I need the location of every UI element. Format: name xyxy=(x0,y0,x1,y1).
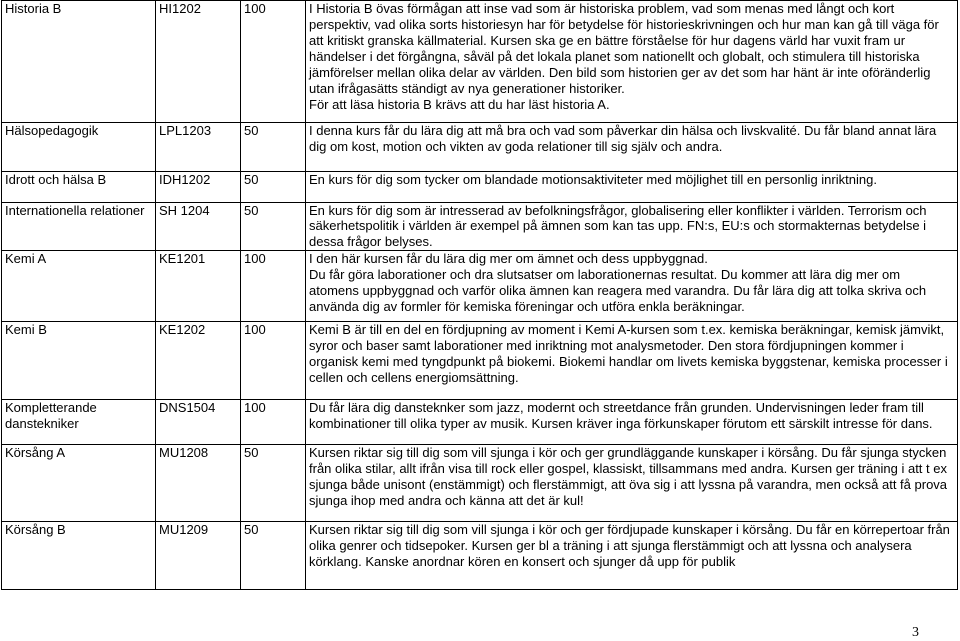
description-line: använda dig av formler för kemiska föreningar och utföra enkla beräkningar. xyxy=(309,299,745,314)
description-line: olika genrer och tidsepoker. Kursen ger bl a träning i att sjunga flerstämmigt och att lyssna och analysera xyxy=(309,538,912,553)
course-description xyxy=(305,172,957,202)
course-name: Idrott och hälsa B xyxy=(5,172,107,187)
course-description xyxy=(305,400,957,444)
course-code: MU1208 xyxy=(155,445,240,521)
description-line: från olika stilar, allt ifrån visa till rock eller gospel, klassiskt, tillsammans med andra. Kursen ger träning i att t ex xyxy=(309,461,947,476)
description-line: dessa frågor belyses. xyxy=(309,233,433,249)
description-line: utan ifrågasätts ständigt av nya generationer historiker. xyxy=(309,81,625,96)
course-points: 100 xyxy=(240,251,305,321)
course-name: Kemi B xyxy=(5,322,47,337)
course-description xyxy=(305,322,957,399)
course-points: 100 xyxy=(240,400,305,444)
description-line: perspektiv, vad olika sorts historiesyn har för betydelse för historieskrivningen och hur man kan gå till väga för xyxy=(309,17,939,32)
course-points: 50 xyxy=(240,123,305,171)
course-code: KE1202 xyxy=(155,322,240,399)
course-points: 100 xyxy=(240,1,305,122)
description-line: händelser i det förgångna, såväl på det lokala planet som nationellt och globalt, och stimulera till historiska xyxy=(309,49,920,64)
description-line: I den här kursen får du lära dig mer om ämnet och dess uppbyggnad. xyxy=(309,251,708,266)
course-points: 50 xyxy=(240,445,305,521)
description-line: organisk kemi med tyngdpunkt på biokemi. Biokemi handlar om livets kemiska byggstenar, kemiska processer i xyxy=(309,354,948,369)
course-row xyxy=(2,444,957,521)
description-line: Du får göra laborationer och dra slutsatser om laborationernas resultat. Du kommer att lära dig mer om xyxy=(309,267,901,282)
course-name: Körsång A xyxy=(5,445,65,460)
course-description xyxy=(305,251,957,321)
course-name: Kemi A xyxy=(5,251,47,266)
course-name: Hälsopedagogik xyxy=(5,123,99,138)
course-code: DNS1504 xyxy=(155,400,240,444)
description-line: cellen och cellens energiomsättning. xyxy=(309,370,519,385)
description-line: att kritiskt granska källmaterial. Kursen ska ge en bättre förståelse för hur dagens värld har vuxit fram ur xyxy=(309,33,906,48)
description-line: Kemi B är till en del en fördjupning av moment i Kemi A-kursen som t.ex. kemiska beräkningar, kemisk jämvikt, xyxy=(309,322,945,337)
course-row xyxy=(2,521,957,589)
description-line: dig om kost, motion och vikten av goda relationer till sig själv och andra. xyxy=(309,139,723,154)
description-line: I Historia B övas förmågan att inse vad som är historiska problem, vad som menas med långt och kort xyxy=(309,1,895,16)
course-code: KE1201 xyxy=(155,251,240,321)
course-row xyxy=(2,399,957,444)
description-line: jämförelser mellan olika delar av världen. Den bild som historien ger av det som har hänt är inte oföränderlig xyxy=(309,65,931,80)
course-points: 50 xyxy=(240,172,305,202)
description-line: Kursen riktar sig till dig som vill sjunga i kör och ger grundläggande kunskaper i körsång. Du får sjunga stycken xyxy=(309,445,947,460)
course-row xyxy=(2,122,957,171)
course-description xyxy=(305,445,957,521)
course-name: Internationella relationer xyxy=(5,203,145,218)
description-line: I denna kurs får du lära dig att må bra och vad som påverkar din hälsa och livskvalité. Du får bland annat lära xyxy=(309,123,937,138)
course-code: MU1209 xyxy=(155,522,240,589)
course-name: Historia B xyxy=(5,1,62,16)
description-line: sjunga ihop med andra och känna att det är kul! xyxy=(309,493,584,508)
course-points: 50 xyxy=(240,522,305,589)
course-row xyxy=(2,250,957,321)
course-name: Kompletterande danstekniker xyxy=(5,400,97,431)
course-description xyxy=(305,123,957,171)
description-line: körklang. Kanske anordnar kören en konsert och sjunger då upp för publik xyxy=(309,554,736,569)
description-line: En kurs för dig som är intresserad av befolkningsfrågor, globalisering eller konflikter i världen. Terrorism och xyxy=(309,203,927,218)
course-points: 100 xyxy=(240,322,305,399)
course-row xyxy=(2,171,957,202)
course-code: SH 1204 xyxy=(155,203,240,250)
description-line: Du får lära dig dansteknker som jazz, modernt och streetdance från grunden. Undervisningen leder fram till xyxy=(309,400,924,415)
description-line: sjunga både unisont (enstämmigt) och flerstämmigt, att öva sig i att lyssna på varandra, men också att få prova xyxy=(309,477,948,492)
course-row xyxy=(2,202,957,250)
course-row xyxy=(2,0,957,122)
description-line: säkerhetspolitik i världen är exempel på ämnen som kan tas upp. FN:s, EU:s och stormakternas betydelse i xyxy=(309,218,927,234)
description-line: En kurs för dig som tycker om blandade motionsaktiviteter med möjlighet till en personlig inriktning. xyxy=(309,172,877,187)
description-line: Kursen riktar sig till dig som vill sjunga i kör och ger fördjupade kunskaper i körsång. Du får en körrepertoar från xyxy=(309,522,950,537)
course-code: HI1202 xyxy=(155,1,240,122)
description-line: syror och baser samt laborationer med inriktning mot analysmetoder. Den stora fördjupningen kommer i xyxy=(309,338,904,353)
course-row xyxy=(2,321,957,399)
course-code: IDH1202 xyxy=(155,172,240,202)
course-code: LPL1203 xyxy=(155,123,240,171)
course-table xyxy=(1,0,958,590)
course-points: 50 xyxy=(240,203,305,250)
course-description xyxy=(305,1,957,122)
course-name: Körsång B xyxy=(5,522,66,537)
description-line: atomens uppbyggnad och varför olika ämnen kan reagera med varandra. Du får lära dig att tolka skriva och xyxy=(309,283,927,298)
description-line: kombinationer till olika typer av musik. Kursen kräver inga förkunskaper förutom ett särskilt intresse för dans. xyxy=(309,416,933,431)
course-description xyxy=(305,522,957,589)
page-number: 3 xyxy=(912,625,919,640)
course-description xyxy=(305,203,957,250)
description-line: För att läsa historia B krävs att du har läst historia A. xyxy=(309,97,610,112)
